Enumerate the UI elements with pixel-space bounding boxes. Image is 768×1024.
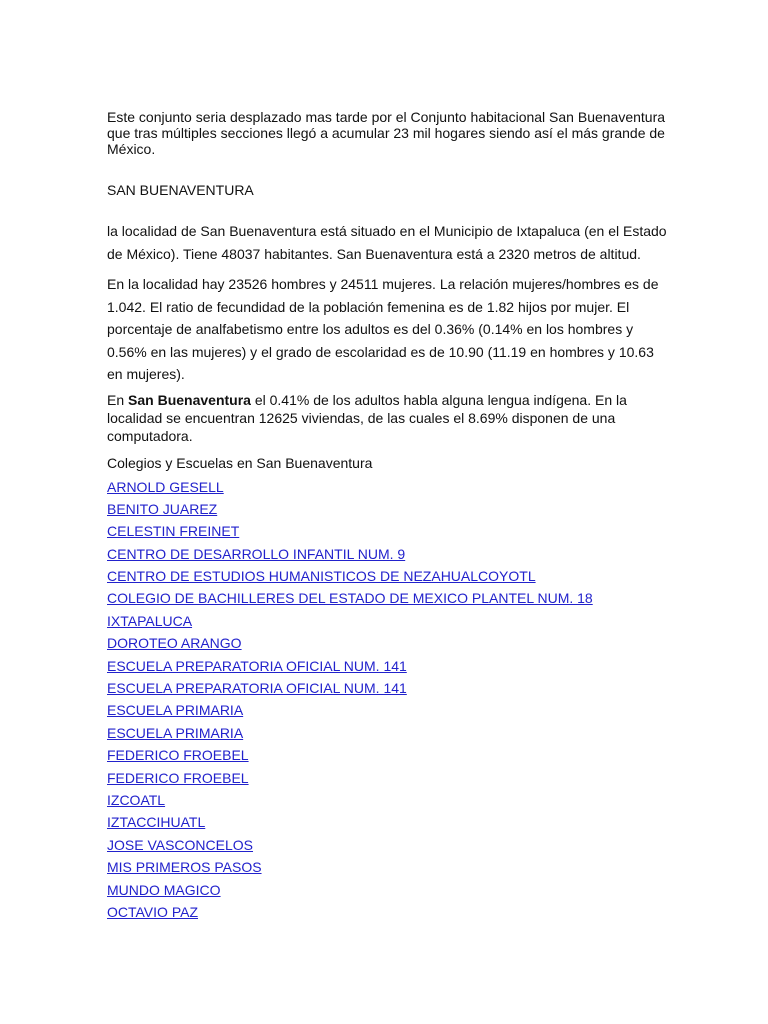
list-item bbox=[107, 767, 667, 789]
school-link[interactable]: FEDERICO FROEBEL bbox=[107, 747, 249, 764]
location-paragraph: la localidad de San Buenaventura está situado en el Municipio de Ixtapaluca (en el Estado de México). Tiene 48037 habitantes. San Buenaventura está a 2320 metros de altitud. bbox=[107, 223, 667, 262]
list-item bbox=[107, 632, 667, 654]
indigenous-paragraph bbox=[107, 391, 667, 445]
list-item bbox=[107, 901, 667, 923]
school-link[interactable]: MUNDO MAGICO bbox=[107, 881, 221, 898]
school-link[interactable]: ESCUELA PRIMARIA bbox=[107, 702, 244, 719]
school-link[interactable]: CENTRO DE DESARROLLO INFANTIL NUM. 9 bbox=[107, 545, 406, 562]
list-item bbox=[107, 699, 667, 721]
school-link[interactable]: COLEGIO DE BACHILLERES DEL ESTADO DE MEXICO PLANTEL NUM. 18 bbox=[107, 590, 593, 607]
indigenous-prefix: En bbox=[107, 391, 129, 408]
school-link[interactable]: JOSE VASCONCELOS bbox=[107, 836, 254, 853]
schools-heading: Colegios y Escuelas en San Buenaventura bbox=[107, 454, 373, 471]
school-link[interactable]: ARNOLD GESELL bbox=[107, 478, 224, 495]
school-link[interactable]: ESCUELA PREPARATORIA OFICIAL NUM. 141 bbox=[107, 680, 407, 697]
school-link[interactable]: FEDERICO FROEBEL bbox=[107, 769, 249, 786]
school-link[interactable]: CELESTIN FREINET bbox=[107, 523, 240, 540]
school-link[interactable]: IZTACCIHUATL bbox=[107, 814, 206, 831]
school-link[interactable]: BENITO JUAREZ bbox=[107, 500, 218, 517]
school-link[interactable]: IZCOATL bbox=[107, 791, 166, 808]
indigenous-suffix: el 0.41% de los adultos habla alguna lengua indígena. En la localidad se encuentran 12625 viviendas, de las cuales el 8.69% disponen de una computadora. bbox=[107, 391, 627, 444]
document-page bbox=[107, 109, 667, 923]
list-item bbox=[107, 722, 667, 744]
list-item bbox=[107, 789, 667, 811]
schools-list bbox=[107, 476, 667, 924]
list-item bbox=[107, 587, 667, 609]
list-item bbox=[107, 834, 667, 856]
section-title: SAN BUENAVENTURA bbox=[107, 182, 254, 198]
school-link[interactable]: DOROTEO ARANGO bbox=[107, 635, 242, 652]
list-item bbox=[107, 476, 667, 498]
list-item bbox=[107, 610, 667, 632]
school-link[interactable]: OCTAVIO PAZ bbox=[107, 903, 199, 920]
list-item bbox=[107, 811, 667, 833]
intro-paragraph: Este conjunto seria desplazado mas tarde por el Conjunto habitacional San Buenaventura que tras múltiples secciones llegó a acumular 23 mil hogares siendo así el más grande de México. bbox=[107, 109, 666, 157]
list-item bbox=[107, 879, 667, 901]
school-link[interactable]: ESCUELA PRIMARIA bbox=[107, 724, 244, 741]
list-item bbox=[107, 520, 667, 542]
school-link[interactable]: ESCUELA PREPARATORIA OFICIAL NUM. 141 bbox=[107, 657, 407, 674]
list-item bbox=[107, 498, 667, 520]
population-paragraph: En la localidad hay 23526 hombres y 24511 mujeres. La relación mujeres/hombres es de 1.042. El ratio de fecundidad de la población femenina es de 1.82 hijos por mujer. El porcentaje de analfabetismo entre los adultos es del 0.36% (0.14% en los hombres y 0.56% en las mujeres) y el grado de escolaridad es de 10.90 (11.19 en hombres y 10.63 en mujeres). bbox=[107, 276, 659, 382]
list-item bbox=[107, 856, 667, 878]
list-item bbox=[107, 565, 667, 587]
list-item bbox=[107, 543, 667, 565]
list-item bbox=[107, 677, 667, 699]
indigenous-bold-place: San Buenaventura bbox=[128, 391, 251, 408]
list-item bbox=[107, 744, 667, 766]
school-link[interactable]: CENTRO DE ESTUDIOS HUMANISTICOS DE NEZAHUALCOYOTL bbox=[107, 568, 536, 585]
school-link[interactable]: IXTAPALUCA bbox=[107, 612, 193, 629]
school-link[interactable]: MIS PRIMEROS PASOS bbox=[107, 859, 262, 876]
list-item bbox=[107, 655, 667, 677]
